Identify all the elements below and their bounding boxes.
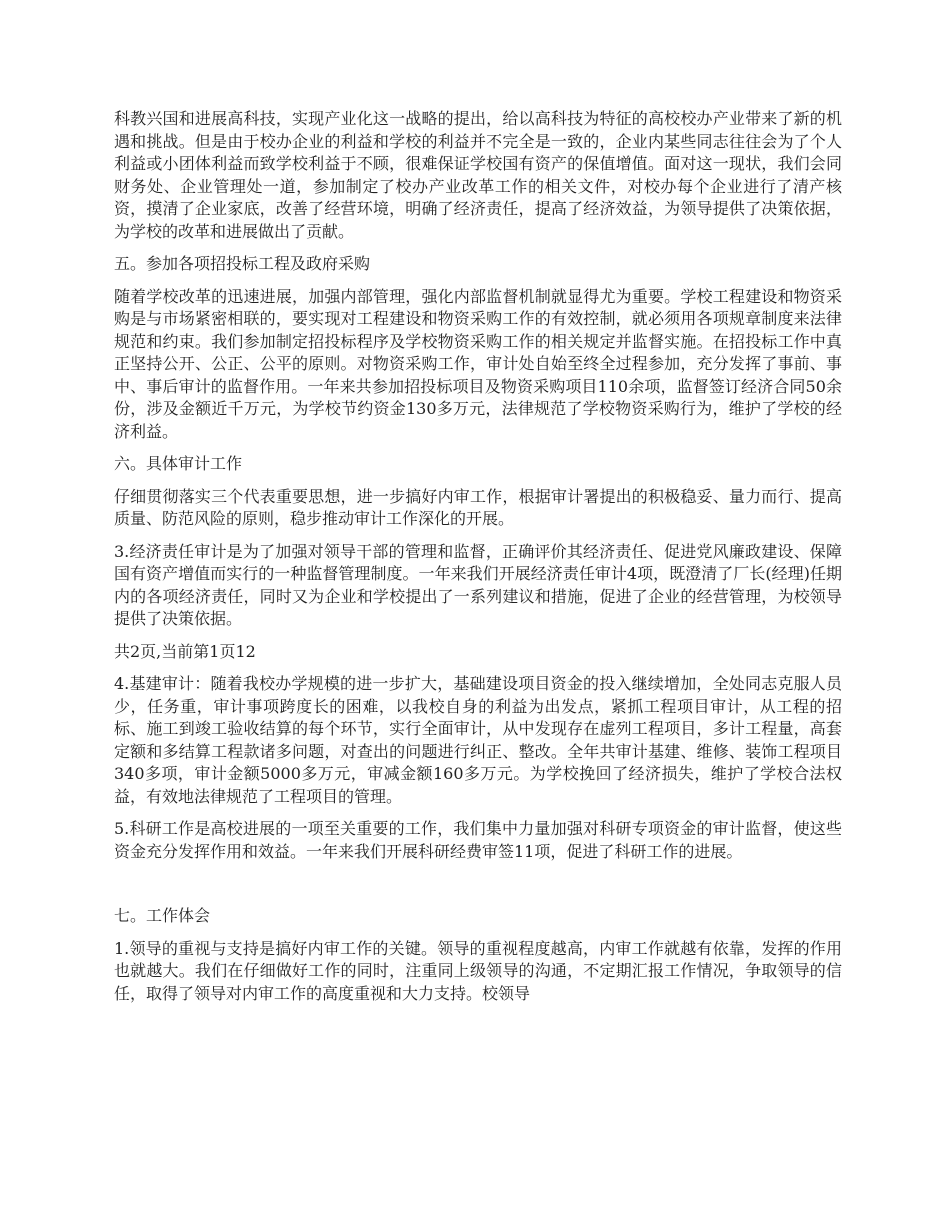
section-heading-experience: 七。工作体会 <box>114 906 211 925</box>
document-body <box>114 108 842 1015</box>
section-heading-bidding: 五。参加各项招投标工程及政府采购 <box>114 254 371 273</box>
blank-space <box>114 873 842 905</box>
paragraph-research-audit: 5.科研工作是高校进展的一项至关重要的工作，我们集中力量加强对科研专项资金的审计监督，使这些资金充分发挥作用和效益。一年来我们开展科研经费审签11项，促进了科研工作的进展。 <box>114 819 842 861</box>
paragraph-audit-principles: 仔细贯彻落实三个代表重要思想，进一步搞好内审工作，根据审计署提出的积极稳妥、量力而行、提高质量、防范风险的原则，稳步推动审计工作深化的开展。 <box>114 486 842 528</box>
paragraph-construction-audit: 4.基建审计：随着我校办学规模的进一步扩大，基础建设项目资金的投入继续增加，全处同志克服人员少，任务重，审计事项跨度长的困难，以我校自身的利益为出发点，紧抓工程项目审计，从工程的招标、施工到竣工验收结算的每个环节，实行全面审计，从中发现存在虚列工程项目，多计工程量，高套定额和多结算工程款诸多问题，对查出的问题进行纠正、整改。全年共审计基建、维修、装饰工程项目340多项，审计金额5000多万元，审减金额160多万元。为学校挽回了经济损失，维护了学校合法权益，有效地法律规范了工程项目的管理。 <box>114 674 842 806</box>
paragraph-leadership-support: 1.领导的重视与支持是搞好内审工作的关键。领导的重视程度越高，内审工作就越有依靠，发挥的作用也就越大。我们在仔细做好工作的同时，注重同上级领导的沟通，不定期汇报工作情况，争取领导的信任，取得了领导对内审工作的高度重视和大力支持。校领导 <box>114 938 842 1003</box>
paragraph-school-enterprise-reform: 科教兴国和进展高科技，实现产业化这一战略的提出，给以高科技为特征的高校校办产业带来了新的机遇和挑战。但是由于校办企业的利益和学校的利益并不完全是一致的，企业内某些同志往往会为了个人利益或小团体利益而致学校利益于不顾，很难保证学校国有资产的保值增值。面对这一现状，我们会同财务处、企业管理处一道，参加制定了校办产业改革工作的相关文件，对校办每个企业进行了清产核资，摸清了企业家底，改善了经营环境，明确了经济责任，提高了经济效益，为领导提供了决策依据，为学校的改革和进展做出了贡献。 <box>114 109 842 241</box>
section-heading-audit-work: 六。具体审计工作 <box>114 454 243 473</box>
paragraph-economic-responsibility-audit: 3.经济责任审计是为了加强对领导干部的管理和监督，正确评价其经济责任、促进党风廉政建设、保障国有资产增值而实行的一种监督管理制度。一年来我们开展经济责任审计4项，既澄清了厂长(经理)任期内的各项经济责任，同时又为企业和学校提出了一系列建议和措施，促进了企业的经营管理，为校领导提供了决策依据。 <box>114 541 842 628</box>
page-indicator: 共2页,当前第1页12 <box>114 641 256 661</box>
paragraph-bidding-procurement: 随着学校改革的迅速进展，加强内部管理，强化内部监督机制就显得尤为重要。学校工程建设和物资采购是与市场紧密相联的，要实现对工程建设和物资采购工作的有效控制，就必须用各项规章制度来法律规范和约束。我们参加制定招投标程序及学校物资采购工作的相关规定并监督实施。在招投标工作中真正坚持公开、公正、公平的原则。对物资采购工作，审计处自始至终全过程参加，充分发挥了事前、事中、事后审计的监督作用。一年来共参加招投标项目及物资采购项目110余项，监督签订经济合同50余份，涉及金额近千万元，为学校节约资金130多万元，法律规范了学校物资采购行为，维护了学校的经济利益。 <box>114 286 842 441</box>
